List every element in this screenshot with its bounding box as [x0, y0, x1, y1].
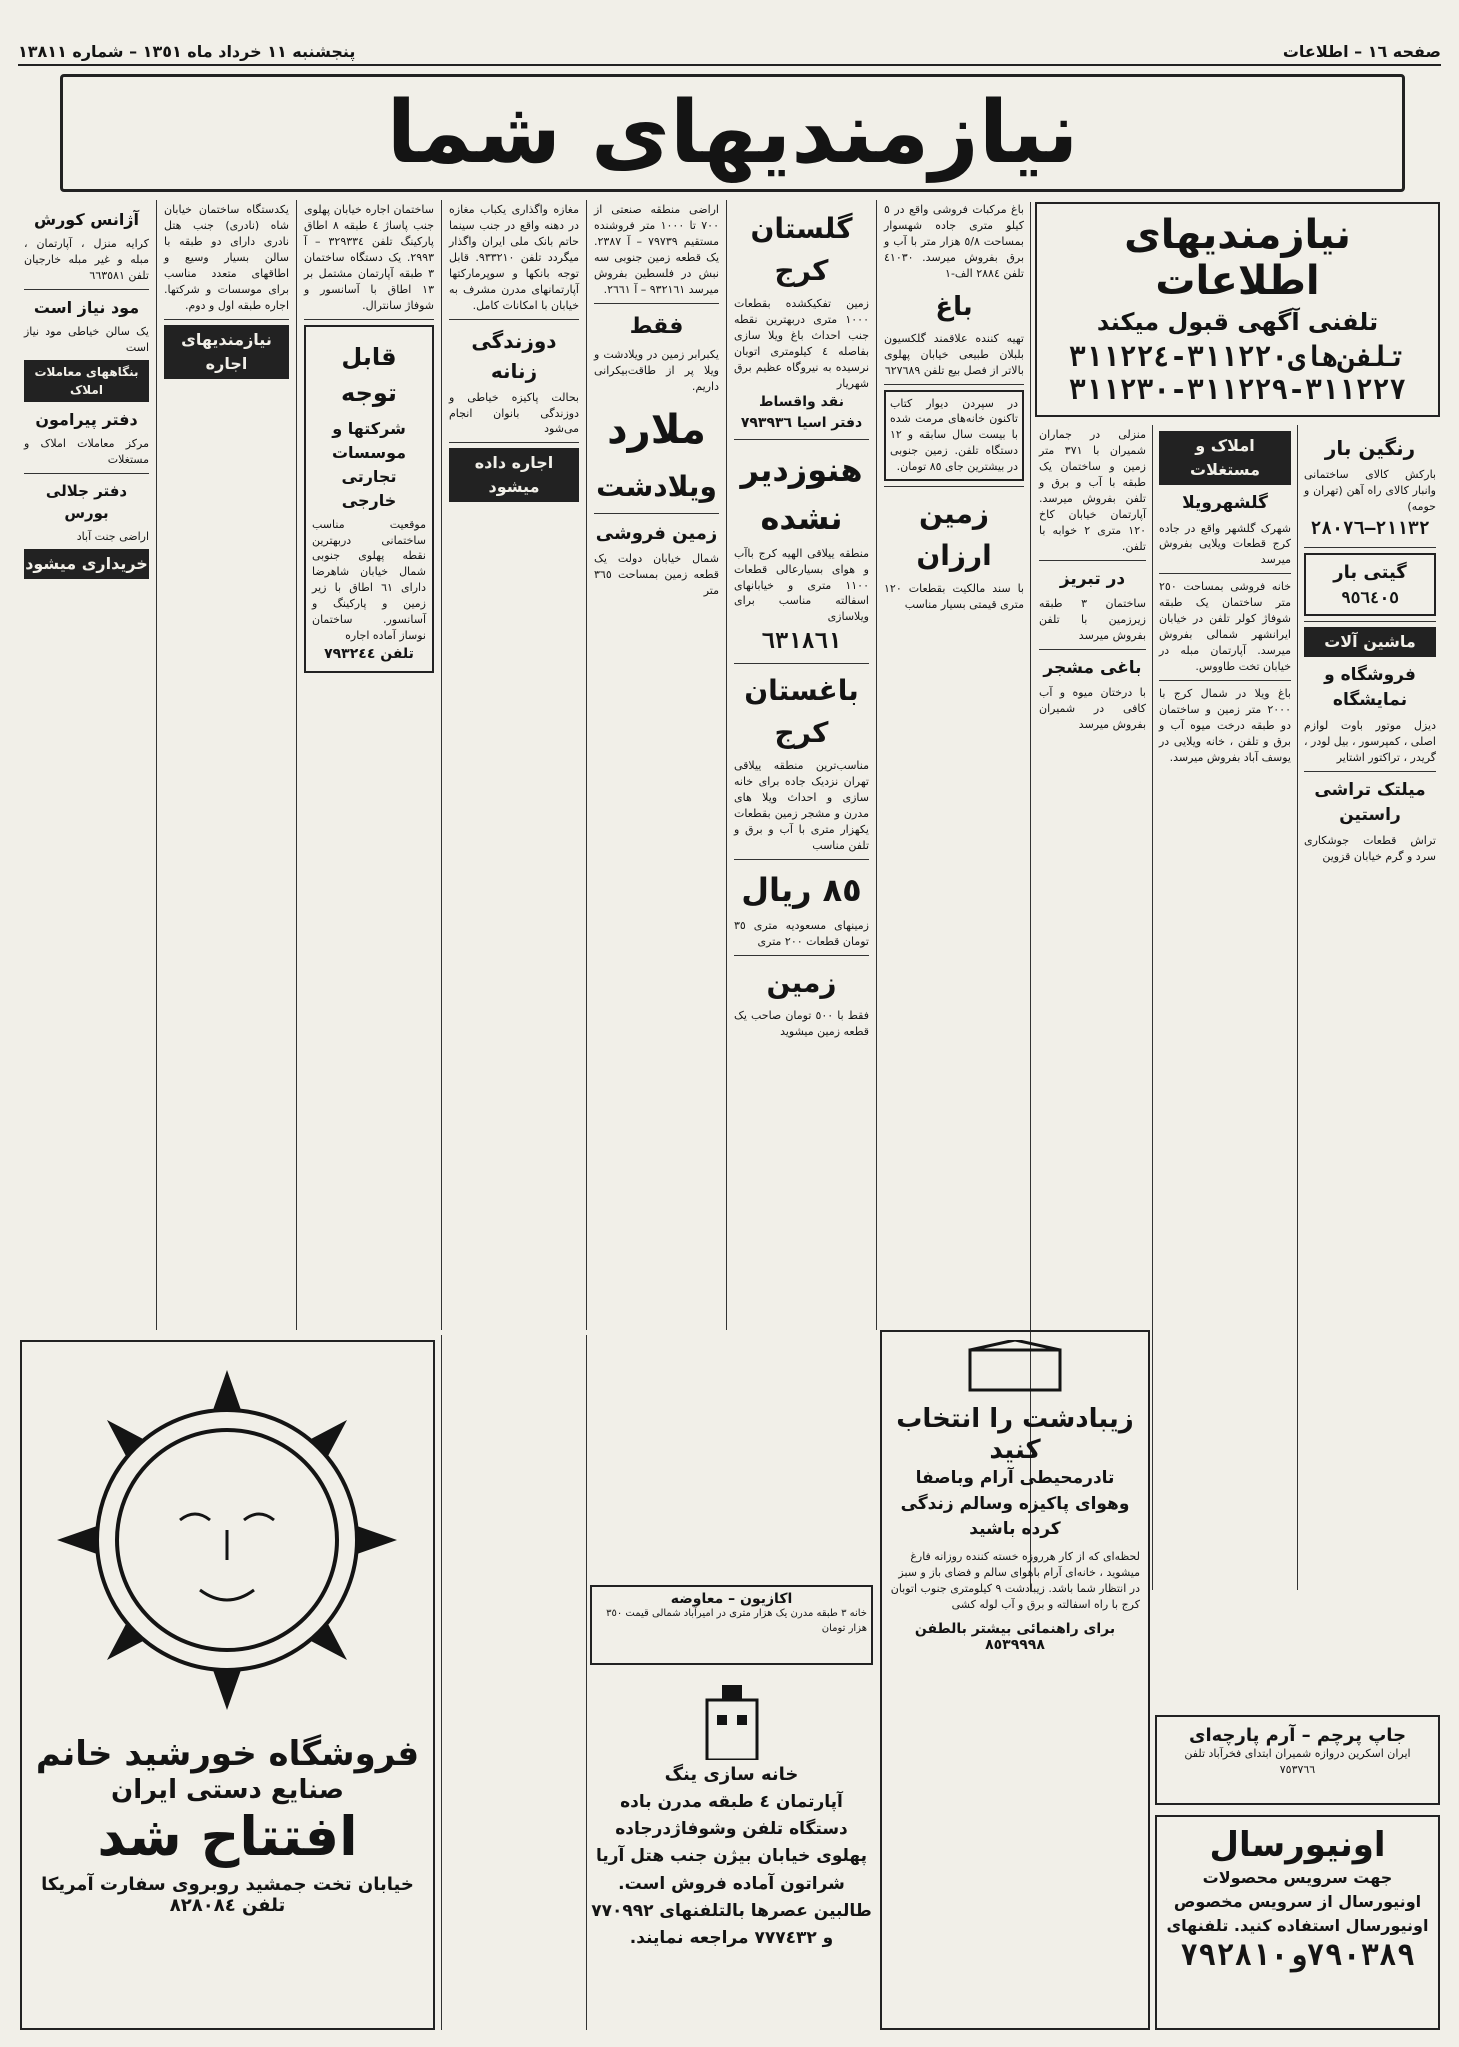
- amlak-listings-2: باغ ویلا در شمال کرج با ٢٠٠٠ متر زمین و ساختمان دو طبقه درخت میوه آب و برق و تلفن ، خانه ویلایی در یوسف آباد بفروش میرسد.: [1159, 686, 1291, 764]
- column-rule: [876, 200, 877, 1330]
- rangin-title: رنگین بار: [1324, 436, 1416, 460]
- listing-c4: ساختمان اجاره خیابان پهلوی جنب پاساژ ٤ طبقه ٨ اطاق پارکینگ تلفن ٣٢٩٣٣٤ – آ ٢٩٩٣. یک دستگاه ساختمان ٣ طبقه آپارتمان مشتمل بر ١٣ اطاق با آسانسور و شوفاژ سانترال.: [304, 203, 434, 312]
- separator: [884, 384, 1024, 385]
- acre-ad: [590, 1585, 873, 1665]
- aras-title: آژانس کورش: [34, 210, 139, 229]
- gishtiar-title: گیتی بار: [1333, 561, 1407, 583]
- separator: [24, 289, 149, 290]
- universal-body: جهت سرویس محصولات اونیورسال از سرویس مخصوص اونیورسال استفاده کنید. تلفنهای: [1166, 1867, 1429, 1935]
- milak-title: میلتک تراشی راستین: [1314, 779, 1426, 826]
- column-left-edge: [20, 200, 153, 1330]
- golestan-extra: نقد واقساط: [758, 393, 844, 410]
- tabriz-body: ساختمان ٣ طبقه زیرزمین با تلفن بفروش میرسد: [1039, 597, 1146, 642]
- golestan-phone: دفتر اسیا ٧٩٣٩٣٦: [740, 414, 863, 431]
- bagh-moshajjar-title: باغی مشجر: [1043, 657, 1142, 678]
- honouz-title: هنوزدیر نشده: [740, 450, 863, 537]
- separator: [734, 955, 869, 956]
- mood-title: مود نیاز است: [33, 297, 140, 317]
- khorshid-title: فروشگاه خورشید خانم: [35, 1734, 420, 1774]
- rangin-body: بارکش کالای ساختمانی وانبار کالای راه آهن (تهران و حومه): [1304, 468, 1436, 513]
- column-bagh: [880, 200, 1028, 1330]
- zamin-title: زمین: [766, 965, 837, 999]
- listing-c6: منزلی در جماران شمیران با ٣٧١ متر زمین و ساختمان یک طبقه با آب و برق و تلفن بفروش میرسد. آپارتمان خیابان کاخ ١٢٠ متری ٢ خوابه با تلفن.: [1039, 428, 1147, 553]
- vorouz-title: دوزندگی زنانه: [471, 328, 557, 383]
- amlak-section-head: املاک و مستغلات: [1159, 431, 1291, 485]
- separator: [734, 663, 869, 664]
- ejare-dadeh-head: اجاره داده میشود: [449, 448, 579, 502]
- jap-ad: [1155, 1715, 1440, 1805]
- separator: [24, 473, 149, 474]
- machines-section-head: ماشین آلات: [1304, 627, 1436, 657]
- khorshid-big: افتتاح شد: [97, 1804, 358, 1868]
- forushgah-body: دیزل موتور باوت لوازم اصلی ، کمپرسور ، بیل لودر ، گریدر ، تراکتور اشتایر: [1304, 718, 1436, 764]
- rangin-phone: ٢١١٣٢–٢٨٠٧٦: [1310, 517, 1430, 539]
- daftar-kavir-title: دفتر پیرامون: [35, 409, 138, 429]
- daftar-kavir-body: مرکز معاملات املاک و مستغلات: [24, 436, 149, 466]
- tabriz-title: در تبریز: [1059, 568, 1126, 589]
- acre-title: اکازیون – معاوضه: [670, 1591, 793, 1607]
- zibadasht-phone: برای راهنمائی بیشتر بالطفن ٨٥٣٩٩٩٨: [914, 1620, 1116, 1653]
- section-banner: [60, 74, 1405, 192]
- jap-title: جاپ پرچم – آرم پارچه‌ای: [1188, 1725, 1407, 1746]
- amlak-listings: خانه فروشی بمساحت ٢٥٠ متر ساختمان یک طبقه شوفاژ کولر تلفن در خیابان ایرانشهر شمالی بفروش میرسد. آپارتمان مبله در خیابان تخت طاووس.: [1159, 580, 1291, 673]
- column-rule: [441, 200, 442, 1330]
- etelaat-phones-2: ٣١١٢٢٧-٣١١٢٢٩-٣١١٢٣٠: [1068, 373, 1407, 406]
- etelaat-title: نیازمندیهای اطلاعات: [1124, 212, 1351, 304]
- column-rule: [586, 200, 587, 1330]
- page-label: صفحه ١٦ – اطلاعات: [1282, 42, 1441, 61]
- listing-c1: باغ مرکبات فروشی واقع در ٥ کیلو متری جاده شهسوار بمساحت ٥/٨ هزار متر با آب و برق بفروش میرسد. ٤١٠٣٠ تلفن ٢٨٨٤ الف-١: [884, 203, 1024, 280]
- vilad-title: ویلادشت: [596, 470, 717, 504]
- zamin-arzan-body: با سند مالکیت بقطعات ١٢٠ متری قیمتی بسیار مناسب: [884, 582, 1024, 612]
- separator: [1039, 649, 1146, 650]
- separator: [1159, 573, 1291, 574]
- etelaat-phones-1: تلفن‌های٣١١٢٢٠-٣١١٢٢٤: [1068, 340, 1407, 373]
- issue-date: پنجشنبه ١١ خرداد ماه ١٣٥١ – شماره ١٣٨١١: [18, 42, 356, 61]
- listing-c5: یکدستگاه ساختمان خیابان شاه (نادری) جنب هتل نادری دارای دو طبقه با سالن بسیار وسیع و اطاقهای متعدد مناسب برای موسسات و شرکتها. اجاره طبقه اول و دوم.: [164, 203, 289, 312]
- gishtiar-phone: ٩٥٦٤٠٥: [1341, 587, 1399, 607]
- rial85-title: ٨٥ ریال: [741, 870, 862, 909]
- column-golestan: [730, 200, 873, 1330]
- column-3: [445, 200, 583, 1330]
- qabel-body: موقعیت مناسب ساختمانی دربهترین نقطه پهلوی جنوبی شمال خیابان شاهرضا دارای ٦١ اطاق با زیر زمین و پارکینگ و آسانسور. ساختمان نوساز آماده اجاره: [312, 517, 426, 643]
- khorshid-ad: [20, 1340, 435, 2030]
- column-5: [160, 200, 293, 1330]
- separator: [1304, 771, 1436, 772]
- vilad-body: یکبرابر زمین در ویلادشت و ویلا پر از طاقت‌بیکرانی داریم.: [594, 347, 719, 393]
- column-amlak: [1155, 425, 1295, 1590]
- bagh-moshajjar-body: با درختان میوه و آب کافی در شمیران بفروش میرسد: [1039, 686, 1146, 732]
- separator: [594, 513, 719, 514]
- listing-c2: اراضی منطقه صنعتی از ٧٠٠ تا ١٠٠٠ متر فروشنده مستقیم ٧٩٧٣٩ – آ ٢٣٨٧. یک قطعه زمین جنوبی سه نبش در فلسطین بفروش میرسد ٩٣٢١٦١ – آ ٢٦٦١.: [594, 203, 719, 296]
- listing-c7-box: [884, 390, 1024, 482]
- column-rule: [156, 200, 157, 1330]
- kharabeh-body: آپارتمان ٤ طبقه مدرن باده دستگاه تلفن وشوفاژدرجاده پهلوی خیابان بیژن جنب هتل آریا شراتون آماده فروش است. طالبین عصرها بالتلفنهای ٧٧٠٩٩٢ و ٧٧٧٤٣٢ مراجعه نمایند.: [591, 1792, 872, 1948]
- kharidari-head: خریداری میشود: [24, 549, 149, 579]
- separator: [1159, 680, 1291, 681]
- listing-c7: در سپردن دیوار کتاب تاکنون خانه‌های مرمت شده با بیست سال سابقه و ١٢ دستگاه تلفن. زمین جنوبی در بیشترین جای ٨٥ تومان.: [890, 396, 1018, 474]
- aras-body: کرایه منزل ، آپارتمان ، مبله و غیر مبله خارجیان تلفن ٦٦٣٥٨١: [24, 237, 149, 282]
- separator: [734, 439, 869, 440]
- building-icon: [672, 1680, 792, 1760]
- mood-body: یک سالن خیاطی مود نیاز است: [24, 324, 149, 354]
- honouz-body: منطقه ییلاقی الهیه کرج باآب و هوای بسیارعالی قطعات ١١٠٠ متری و خیابانهای اسفالته مناسب برای ویلاسازی: [734, 546, 869, 624]
- baagh-body: تهیه کننده علاقمند گلکسیون بلبلان طبیعی خیابان پهلوی بالاتر از فصل بیع تلفن ٦٢٧٦٨٩: [884, 331, 1024, 377]
- golestan-body: زمین تفکیکشده بقطعات ١٠٠٠ متری دربهترین نقطه جنب احداث باغ ویلا سازی بفاصله ٤ کیلومتری اتوبان نرسیده به نیروگاه عظیم برق شهریار: [734, 297, 869, 390]
- universal-phone: ٧٩٠٣٨٩و٧٩٢٨١٠: [1180, 1937, 1415, 1973]
- separator: [1039, 560, 1146, 561]
- etelaat-subtitle: تلفنی آگهی قبول میکند: [1096, 308, 1379, 336]
- separator: [734, 859, 869, 860]
- baghestan-body: مناسب‌ترین منطقه ییلاقی تهران نزدیک جاده برای خانه سازی و احداث ویلا های مدرن و مشجر زمین بقطعات یکهزار متری با آب و برق و تلفن مناسب: [734, 759, 869, 852]
- niazmandi-ejare-head: نیازمندیهای اجاره: [164, 325, 289, 379]
- column-4: [300, 200, 438, 1330]
- gishtiar-ad: [1304, 553, 1436, 616]
- daftar-jalali-title: دفتر جلالی بورس: [45, 481, 128, 523]
- separator: [449, 442, 579, 443]
- header-rule: [18, 64, 1441, 66]
- listing-c3: مغازه واگذاری یکباب مغازه در دهنه واقع در جنب سینما حاتم بانک ملی ایران واگذار میگردد تلفن ٩٣٣٢١٠. قابل توجه بانکها و سوپرمارکتها آپارتمانهای مدرن مشرف به خیابان با امکانات کامل.: [449, 203, 579, 312]
- moamelat-head: بنگاههای معاملات املاک: [24, 360, 149, 402]
- kharabeh-title: خانه سازی ینگ: [664, 1764, 799, 1785]
- column-rule: [441, 1335, 442, 2030]
- zamin-arzan-title: زمین ارزان: [916, 497, 992, 573]
- column-vilad: [590, 200, 723, 1330]
- zibadasht-subtitle: تادرمحیطی آرام وباصفا وهوای پاکیزه وسالم زندگی کرده باشید: [900, 1468, 1130, 1540]
- zibadasht-title: زیبادشت را انتخاب کنید: [896, 1404, 1134, 1466]
- rial85-body: زمینهای مسعودیه متری ٣٥ تومان قطعات ٢٠٠ متری: [734, 918, 869, 948]
- zibadasht-body: لحظه‌ای که از کار هرروزه خسته کننده روزانه فارغ میشوید ، خانه‌ای آرام باهوای سالم و فضای باز و سبز در انتظار شما باشد. زیبادشت ٩ کیلومتری جنوب اتوبان کرج با راه اسفالته و برق و آب لوله کشی: [890, 1549, 1140, 1611]
- khorshid-phone: تلفن ٨٢٨٠٨٤: [169, 1895, 286, 1917]
- universal-ad: [1155, 1815, 1440, 2030]
- zamin-body: فقط با ٥٠٠ تومان صاحب یک قطعه زمین میشوید: [734, 1008, 869, 1038]
- separator: [1304, 621, 1436, 622]
- separator: [594, 303, 719, 304]
- etelaat-phone-box: [1035, 202, 1440, 417]
- column-rule: [1152, 425, 1153, 1590]
- golshahr-title: گلشهرویلا: [1182, 493, 1268, 513]
- acre-body: خانه ٣ طبقه مدرن یک هزار متری در امیرآباد شمالی قیمت ٣٥٠ هزار تومان: [606, 1608, 867, 1634]
- golshahr-body: شهرک گلشهر واقع در جاده کرج قطعات ویلایی بفروش میرسد: [1159, 521, 1291, 567]
- vilad-big: ملارد: [607, 407, 706, 454]
- column-rule: [726, 200, 727, 1330]
- forushgah-title: فروشگاه و نمایشگاه: [1324, 664, 1416, 711]
- column-rule: [586, 1335, 587, 2030]
- separator: [1304, 547, 1436, 548]
- separator: [304, 319, 434, 320]
- khorshid-address: خیابان تخت جمشید روبروی سفارت آمریکا: [41, 1874, 414, 1896]
- separator: [884, 486, 1024, 487]
- separator: [449, 319, 579, 320]
- vilad-subtitle: فقط: [629, 313, 684, 339]
- column-rule: [296, 200, 297, 1330]
- column-rule: [1297, 425, 1298, 1590]
- milak-body: تراش قطعات جوشکاری سرد و گرم خیابان قزوین: [1304, 833, 1436, 863]
- kharabeh-ad: [590, 1680, 873, 2030]
- qabel-box: [304, 325, 434, 674]
- column-right-edge: [1300, 425, 1440, 1590]
- sun-illustration: [30, 1350, 425, 1730]
- separator: [164, 319, 289, 320]
- jap-body: ایران اسکرین دروازه شمیران ابتدای فخرآباد تلفن ٧٥٣٧٦٦: [1184, 1747, 1411, 1776]
- khorshid-subtitle: صنایع دستی ایران: [111, 1774, 344, 1805]
- vorouz-body: بحالت پاکیزه خیاطی و دوزندگی بانوان انجام می‌شود: [449, 390, 579, 436]
- honouz-phone: ٦٣١٨٦١: [761, 629, 842, 655]
- qabel-subtitle: شرکتها و موسسات تجارتی خارجی: [331, 418, 407, 510]
- zibadasht-logo: [890, 1340, 1140, 1400]
- moalerd-body: شمال خیابان دولت یک قطعه زمین بمساحت ٣٦٥ متر: [594, 552, 719, 598]
- qabel-phone: تلفن ٧٩٣٢٤٤: [324, 646, 414, 663]
- moalerd-title: زمین فروشی: [595, 523, 718, 545]
- daftar-jalali-body: اراضی جنت آباد: [76, 529, 149, 543]
- banner-title: نیازمندیهای شما: [386, 83, 1079, 183]
- baghestan-title: باغستان کرج: [744, 674, 859, 750]
- golestan-title: گلستان کرج: [750, 212, 853, 287]
- qabel-title: قابل توجه: [341, 342, 397, 407]
- baagh-title: باغ: [935, 291, 973, 322]
- zibadasht-ad: [880, 1330, 1150, 2030]
- universal-title: اونیورسال: [1209, 1825, 1386, 1865]
